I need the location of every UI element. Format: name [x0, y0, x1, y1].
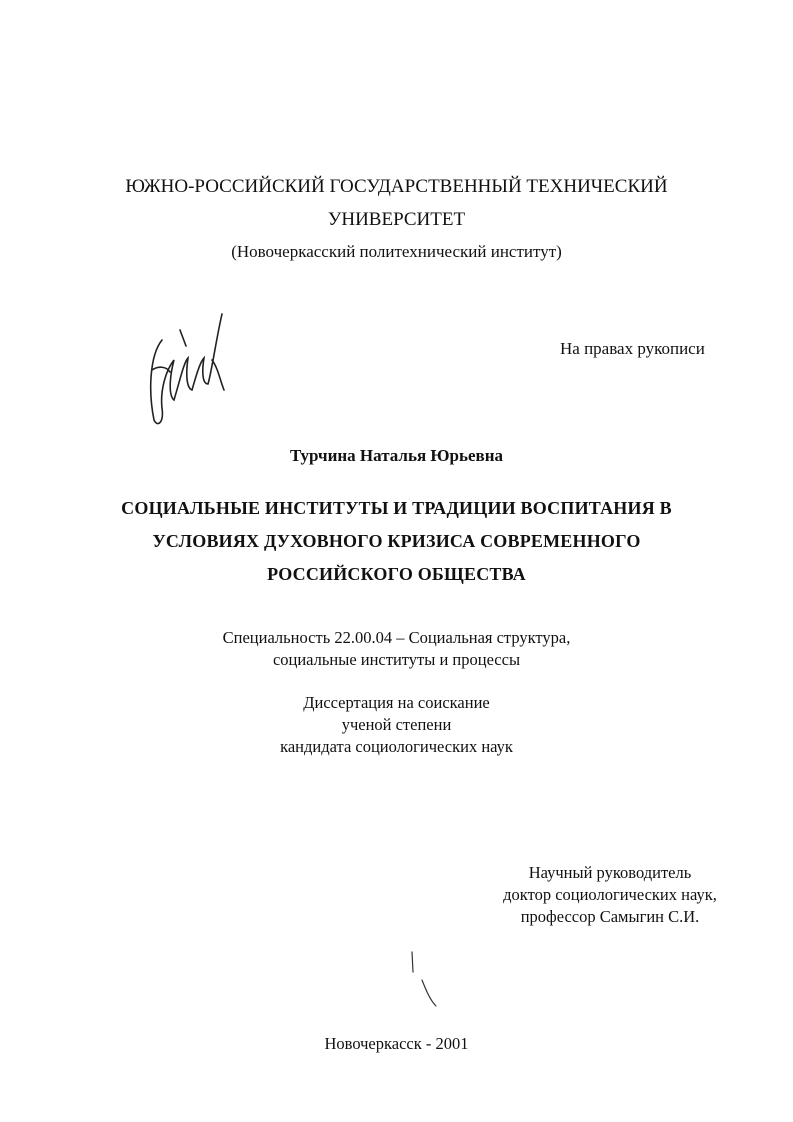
specialty-line1: Специальность 22.00.04 – Социальная структура, [222, 628, 571, 647]
university-name-line1: ЮЖНО-РОССИЙСКИЙ ГОСУДАРСТВЕННЫЙ ТЕХНИЧЕСКИЙ [125, 176, 668, 197]
dissertation-title-line3: РОССИЙСКОГО ОБЩЕСТВА [267, 564, 526, 584]
advisor-line1: Научный руководитель [528, 863, 692, 882]
author-name: Турчина Наталья Юрьевна [289, 446, 504, 465]
specialty-line2: социальные институты и процессы [272, 650, 521, 669]
footer-city-year: Новочеркасск - 2001 [324, 1034, 469, 1053]
advisor-line3: профессор Самыгин С.И. [520, 907, 700, 926]
dissertation-title-line2: УСЛОВИЯХ ДУХОВНОГО КРИЗИСА СОВРЕМЕННОГО [152, 531, 641, 551]
degree-line2: ученой степени [341, 715, 452, 734]
university-subtitle: (Новочеркасский политехнический институт) [231, 242, 562, 261]
degree-line3: кандидата социологических наук [280, 737, 513, 756]
degree-line1: Диссертация на соискание [303, 693, 490, 712]
pen-mark [400, 950, 445, 1010]
dissertation-title-line1: СОЦИАЛЬНЫЕ ИНСТИТУТЫ И ТРАДИЦИИ ВОСПИТАНИЯ В [121, 498, 672, 518]
signature [140, 300, 235, 435]
university-name-line2: УНИВЕРСИТЕТ [327, 209, 466, 230]
advisor-line2: доктор социологических наук, [503, 885, 717, 904]
manuscript-rights-note: На правах рукописи [560, 339, 705, 358]
